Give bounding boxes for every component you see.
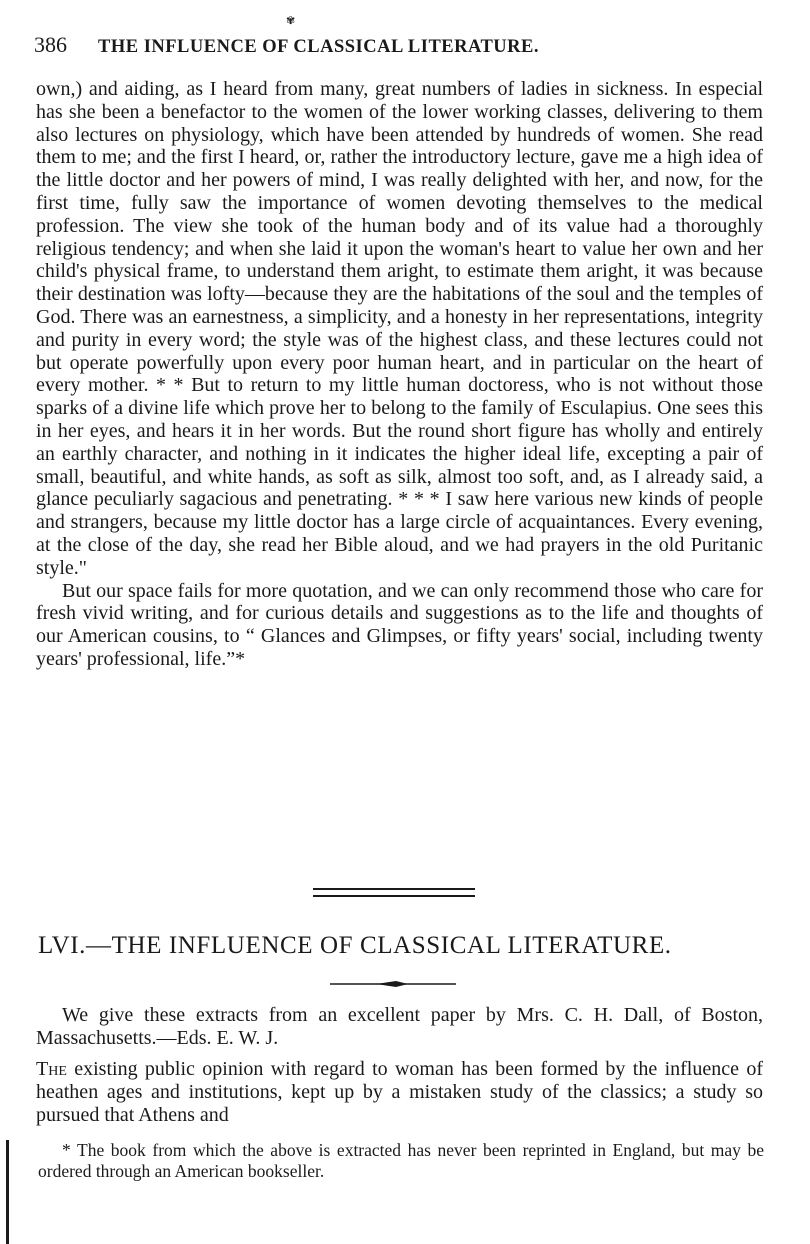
article-text <box>36 1058 763 1126</box>
main-text <box>36 78 763 671</box>
page-edge-rule <box>6 1140 9 1244</box>
running-head: THE INFLUENCE OF CLASSICAL LITERATURE. <box>98 37 539 57</box>
article-paragraph <box>36 1058 763 1126</box>
body-paragraph-2: But our space fails for more quotation, and we can only recommend those who care for fresh vivid writing, and for curious details and suggestions as to the life and thoughts of our American cousins, to “ Glances and Glimpses, or fifty years' social, including twenty years' professional, life.”* <box>36 579 763 670</box>
arrow-rule-ornament <box>330 980 456 988</box>
page-header <box>34 32 774 62</box>
section-heading: LVI.—THE INFLUENCE OF CLASSICAL LITERATURE. <box>38 932 672 959</box>
footnote-text: * The book from which the above is extracted has never been reprinted in England, but may be ordered through an American bookseller. <box>38 1140 764 1181</box>
editor-intro <box>36 1004 763 1050</box>
intro-paragraph: We give these extracts from an excellent paper by Mrs. C. H. Dall, of Boston, Massachusetts.—Eds. E. W. J. <box>36 1004 763 1049</box>
body-paragraph-1: own,) and aiding, as I heard from many, great numbers of ladies in sickness. In especial has she been a benefactor to the women of the lower working classes, delivering to them also lectures on physiology, which have been attended by hundreds of women. She read them to me; and the first I heard, or, rather the introductory lecture, gave me a high idea of the little doctor and her powers of mind, I was really delighted with her, and now, for the first time, fully saw the importance of women devoting themselves to the medical profession. The view she took of the human body and of its value had a thoroughly religious tendency; and when she laid it upon the woman's heart to value her own and her child's physical frame, to understand them aright, to estimate them aright, it was because their destination was lofty—because they are the habitations of the soul and the temples of God. There was an earnestness, a simplicity, and a honesty in her representations, integrity and purity in every word; the style was of the highest class, and these lectures could not but operate powerfully upon every poor human heart, and in particular on the heart of every mother. * * But to return to my little human doctoress, who is not without those sparks of a divine life which prove her to belong to the family of Esculapius. One sees this in her eyes, and hears it in her words. But the round short figure has wholly and entirely an earthly character, and nothing in it indicates the higher ideal life, excepting a pair of small, beautiful, and white hands, as soft as silk, almost too soft, and, as I already said, a glance peculiarly sagacious and penetrating. * * * I saw here various new kinds of people and strangers, because my little doctor has a large circle of acquaintances. Every evening, at the close of the day, she read her Bible aloud, and we had prayers in the old Puritanic style." <box>36 78 763 579</box>
article-lead-word: The <box>36 1058 67 1080</box>
footnote <box>38 1140 764 1182</box>
page-number: 386 <box>34 32 67 57</box>
section-divider-double-rule <box>313 888 475 897</box>
article-paragraph-text: existing public opinion with regard to woman has been formed by the influence of heathen ages and institutions, kept up by a mistaken study of the classics; a study so pursued that Athens and <box>36 1058 763 1126</box>
header-ornament: ✾ <box>286 15 296 27</box>
